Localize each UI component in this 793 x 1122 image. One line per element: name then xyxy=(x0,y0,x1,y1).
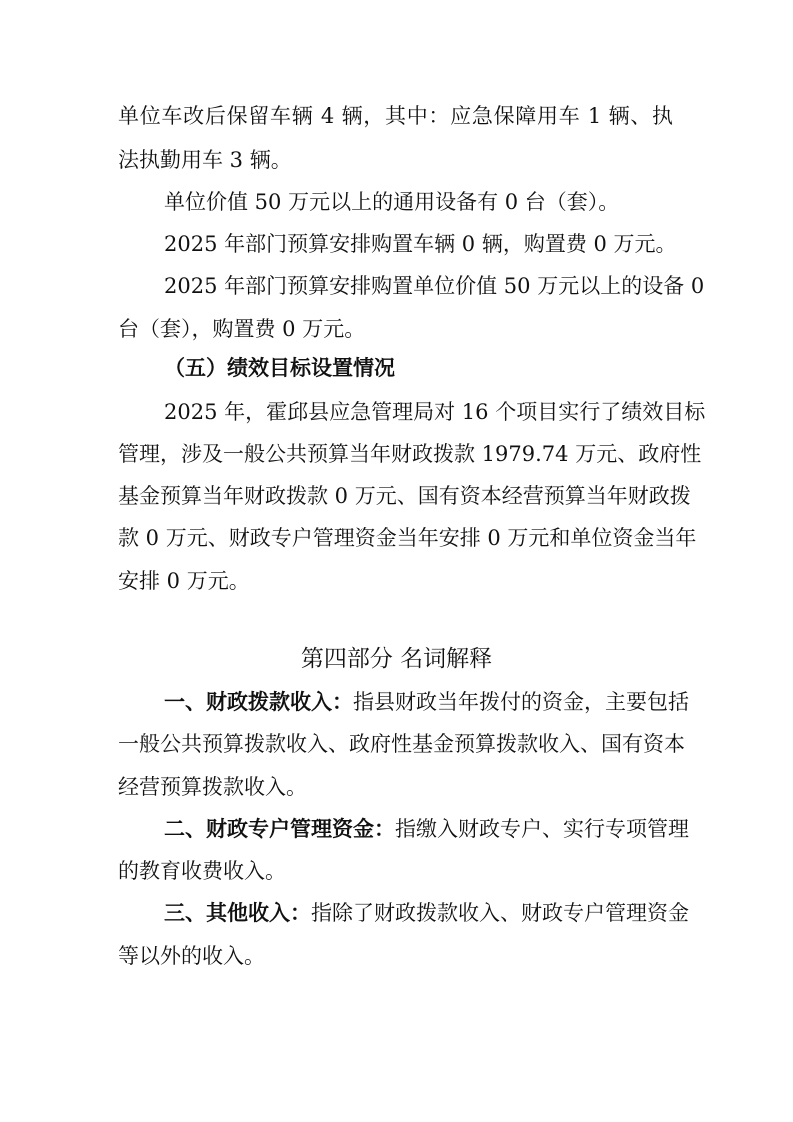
paragraph-line: 经营预算拨款收入。 xyxy=(118,775,307,799)
paragraph-line: 2025 年部门预算安排购置车辆 0 辆，购置费 0 万元。 xyxy=(164,232,677,256)
definition-term: 二、财政专户管理资金： xyxy=(164,817,395,841)
definition-text: 指县财政当年拨付的资金，主要包括 xyxy=(353,690,689,714)
definition-first-line xyxy=(164,815,689,843)
paragraph-line: 款 0 万元、财政专户管理资金当年安排 0 万元和单位资金当年 xyxy=(118,526,697,550)
paragraph-line: 基金预算当年财政拨款 0 万元、国有资本经营预算当年财政拨 xyxy=(118,484,691,508)
paragraph-line: 管理，涉及一般公共预算当年财政拨款 1979.74 万元、政府性 xyxy=(118,442,702,466)
paragraph-line: 等以外的收入。 xyxy=(118,944,265,968)
definition-term: 三、其他收入： xyxy=(164,901,311,925)
paragraph-line: 的教育收费收入。 xyxy=(118,859,286,883)
definition-first-line xyxy=(164,688,689,716)
part-title: 第四部分 名词解释 xyxy=(300,646,493,672)
definition-first-line xyxy=(164,899,689,927)
definition-text: 指缴入财政专户、实行专项管理 xyxy=(395,817,689,841)
section-heading: （五）绩效目标设置情况 xyxy=(164,355,395,380)
paragraph-line: 2025 年部门预算安排购置单位价值 50 万元以上的设备 0 xyxy=(164,274,705,298)
paragraph-line: 法执勤用车 3 辆。 xyxy=(118,148,292,172)
paragraph-line: 安排 0 万元。 xyxy=(118,569,250,593)
paragraph-line: 2025 年，霍邱县应急管理局对 16 个项目实行了绩效目标 xyxy=(164,400,706,424)
paragraph-line: 一般公共预算拨款收入、政府性基金预算拨款收入、国有资本 xyxy=(118,732,685,756)
definition-term: 一、财政拨款收入： xyxy=(164,690,353,714)
paragraph-line: 单位车改后保留车辆 4 辆，其中：应急保障用车 1 辆、执 xyxy=(118,104,673,128)
paragraph-line: 台（套），购置费 0 万元。 xyxy=(118,317,366,341)
definition-text: 指除了财政拨款收入、财政专户管理资金 xyxy=(311,901,689,925)
paragraph-line: 单位价值 50 万元以上的通用设备有 0 台（套）。 xyxy=(164,190,620,214)
